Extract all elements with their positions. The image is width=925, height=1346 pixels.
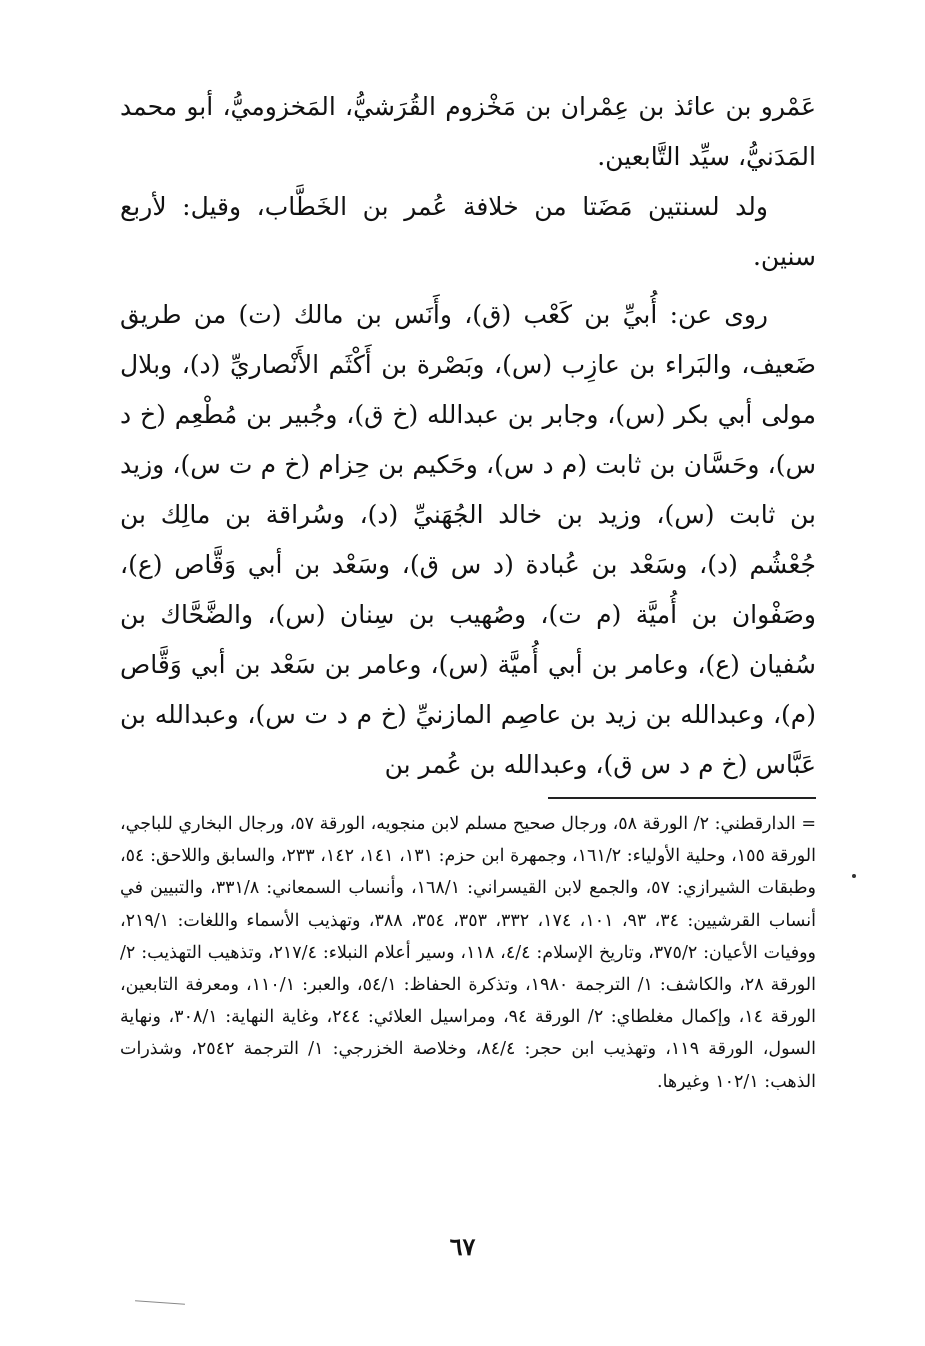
footnote-separator [548, 797, 816, 799]
footnote [120, 808, 816, 1098]
scan-speck [852, 874, 856, 878]
birth-paragraph: ولد لسنتين مَضَتا من خلافة عُمر بن الخَطَّاب، وقيل: لأربع سنين. [120, 192, 816, 271]
scan-mark [135, 1300, 185, 1304]
narrated-from-paragraph: روى عن: أُبيِّ بن كَعْب (ق)، وأَنَس بن مالك (ت) من طريق ضَعيف، والبَراء بن عازِب (س)، وبَصْرة بن أَكْثَم الأَنْصاريِّ (د)، وبلال مولى أبي بكر (س)، وجابر بن عبدالله (خ ق)، وجُبير بن مُطْعِم (خ د س)، وحَسَّان بن ثابت (م د س)، وحَكيم بن حِزام (خ م ت س)، وزيد بن ثابت (س)، وزيد بن خالد الجُهَنيِّ (د)، وسُراقة بن مالِك بن جُعْشُم (د)، وسَعْد بن عُبادة (د س ق)، وسَعْد بن أبي وَقَّاص (ع)، وصَفْوان بن أُميَّة (م ت)، وصُهيب بن سِنان (س)، والضَّحَّاك بن سُفيان (ع)، وعامر بن أبي أُميَّة (س)، وعامر بن سَعْد بن أبي وَقَّاص (م)، وعبدالله بن زيد بن عاصِم المازنيِّ (خ م د ت س)، وعبدالله بن عَبَّاس (خ م د س ق)، وعبدالله بن عُمر بن [120, 300, 816, 779]
page-number: ٦٧ [449, 1232, 476, 1261]
biography-name-paragraph: عَمْرو بن عائذ بن عِمْران بن مَخْزوم القُرَشيُّ، المَخزوميُّ، أبو محمد المَدَنيُّ، سيِّد التَّابعين. [120, 92, 816, 171]
main-text [120, 82, 816, 790]
footnote-text: = الدارقطني: ٢/ الورقة ٥٨، ورجال صحيح مسلم لابن منجويه، الورقة ٥٧، ورجال البخاري للباجي، الورقة ١٥٥، وحلية الأولياء: ١٦١/٢، وجمهرة ابن حزم: ١٣١، ١٤١، ١٤٢، ٢٣٣، والسابق واللاحق: ٥٤، وطبقات الشيرازي: ٥٧، والجمع لابن القيسراني: ١٦٨/١، وأنساب السمعاني: ٣٣١/٨، والتبيين في أنساب القرشيين: ٣٤، ٩٣، ١٠١، ١٧٤، ٣٣٢، ٣٥٣، ٣٥٤، ٣٨٨، وتهذيب الأسماء واللغات: ٢١٩/١، ووفيات الأعيان: ٣٧٥/٢، وتاريخ الإسلام: ٤/٤، ١١٨، وسير أعلام النبلاء: ٢١٧/٤، وتذهيب التهذيب: ٢/ الورقة ٢٨، والكاشف: ١/ الترجمة ١٩٨٠، وتذكرة الحفاظ: ٥٤/١، والعبر: ١١٠/١، ومعرفة التابعين، الورقة ١٤، وإكمال مغلطاي: ٢/ الورقة ٩٤، ومراسيل العلائي: ٢٤٤، وغاية النهاية: ٣٠٨/١، ونهاية السول، الورقة ١١٩، وتهذيب ابن حجر: ٨٤/٤، وخلاصة الخزرجي: ١/ الترجمة ٢٥٤٢، وشذرات الذهب: ١٠٢/١ وغيرها. [120, 814, 817, 1092]
